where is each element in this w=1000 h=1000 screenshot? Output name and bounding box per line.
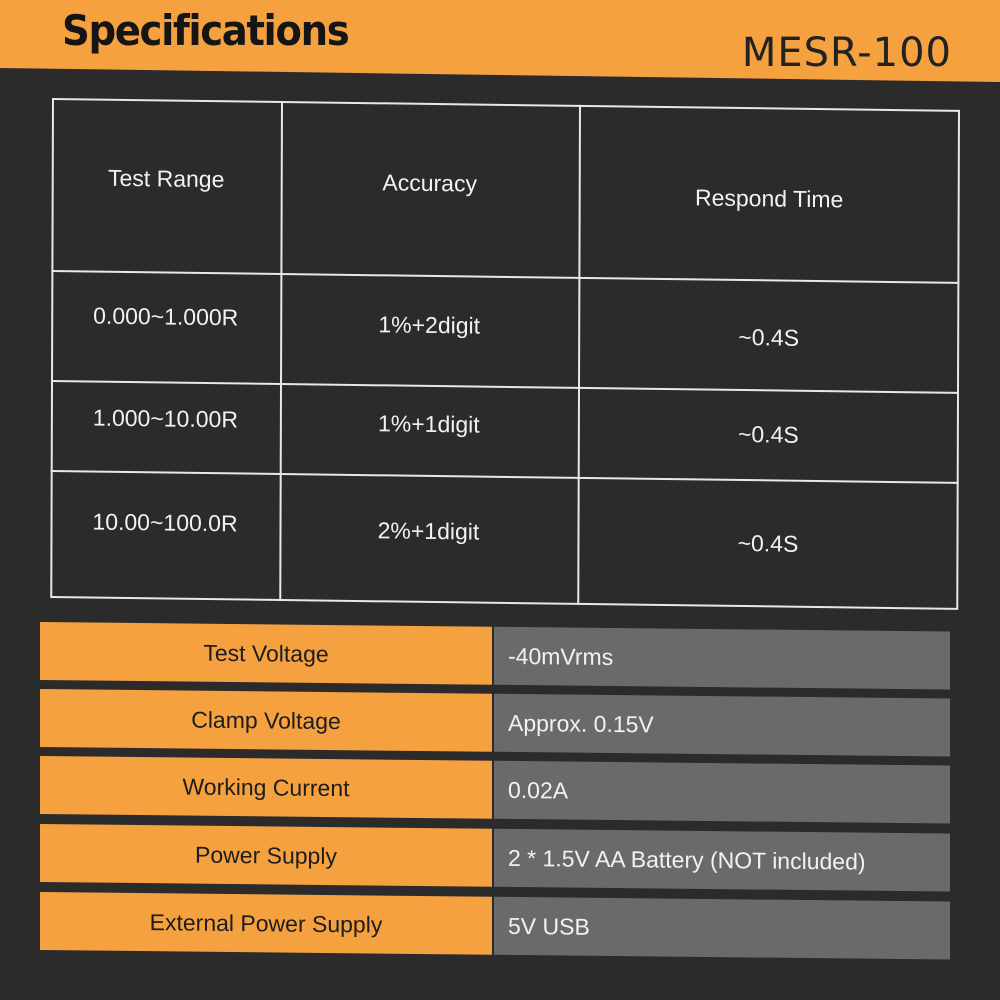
param-label: Test Voltage <box>40 622 492 685</box>
param-label: Working Current <box>40 756 492 819</box>
param-value: 5V USB <box>494 897 950 960</box>
header-test-range: Test Range <box>107 164 225 192</box>
param-row-external-power-supply <box>40 892 952 960</box>
param-label: External Power Supply <box>40 892 492 955</box>
range-cell: 0.000~1.000R <box>93 302 239 330</box>
param-value: 2 * 1.5V AA Battery (NOT included) <box>494 829 950 892</box>
range-cell: 1.000~10.00R <box>92 404 239 432</box>
header-accuracy: Accuracy <box>382 168 478 197</box>
param-row-test-voltage <box>40 622 952 690</box>
param-value: Approx. 0.15V <box>494 694 950 757</box>
range-cell: 10.00~100.0R <box>92 508 238 536</box>
respond-time-cell: ~0.4S <box>738 323 800 351</box>
param-row-clamp-voltage <box>40 689 952 757</box>
model-name: MESR-100 <box>741 30 952 76</box>
range-table <box>50 98 960 610</box>
param-value: 0.02A <box>494 761 950 824</box>
param-label: Power Supply <box>40 824 492 887</box>
accuracy-cell: 2%+1digit <box>377 516 480 545</box>
respond-time-cell: ~0.4S <box>737 420 799 448</box>
parameter-table <box>40 622 952 940</box>
accuracy-cell: 1%+2digit <box>378 310 481 339</box>
respond-time-cell: ~0.4S <box>737 529 799 557</box>
param-label: Clamp Voltage <box>40 689 492 752</box>
param-row-working-current <box>40 756 952 824</box>
param-row-power-supply <box>40 824 952 892</box>
header-respond-time: Respond Time <box>694 183 844 212</box>
page-title: Specifications <box>62 6 349 55</box>
accuracy-cell: 1%+1digit <box>377 409 480 438</box>
param-value: -40mVrms <box>494 627 950 690</box>
